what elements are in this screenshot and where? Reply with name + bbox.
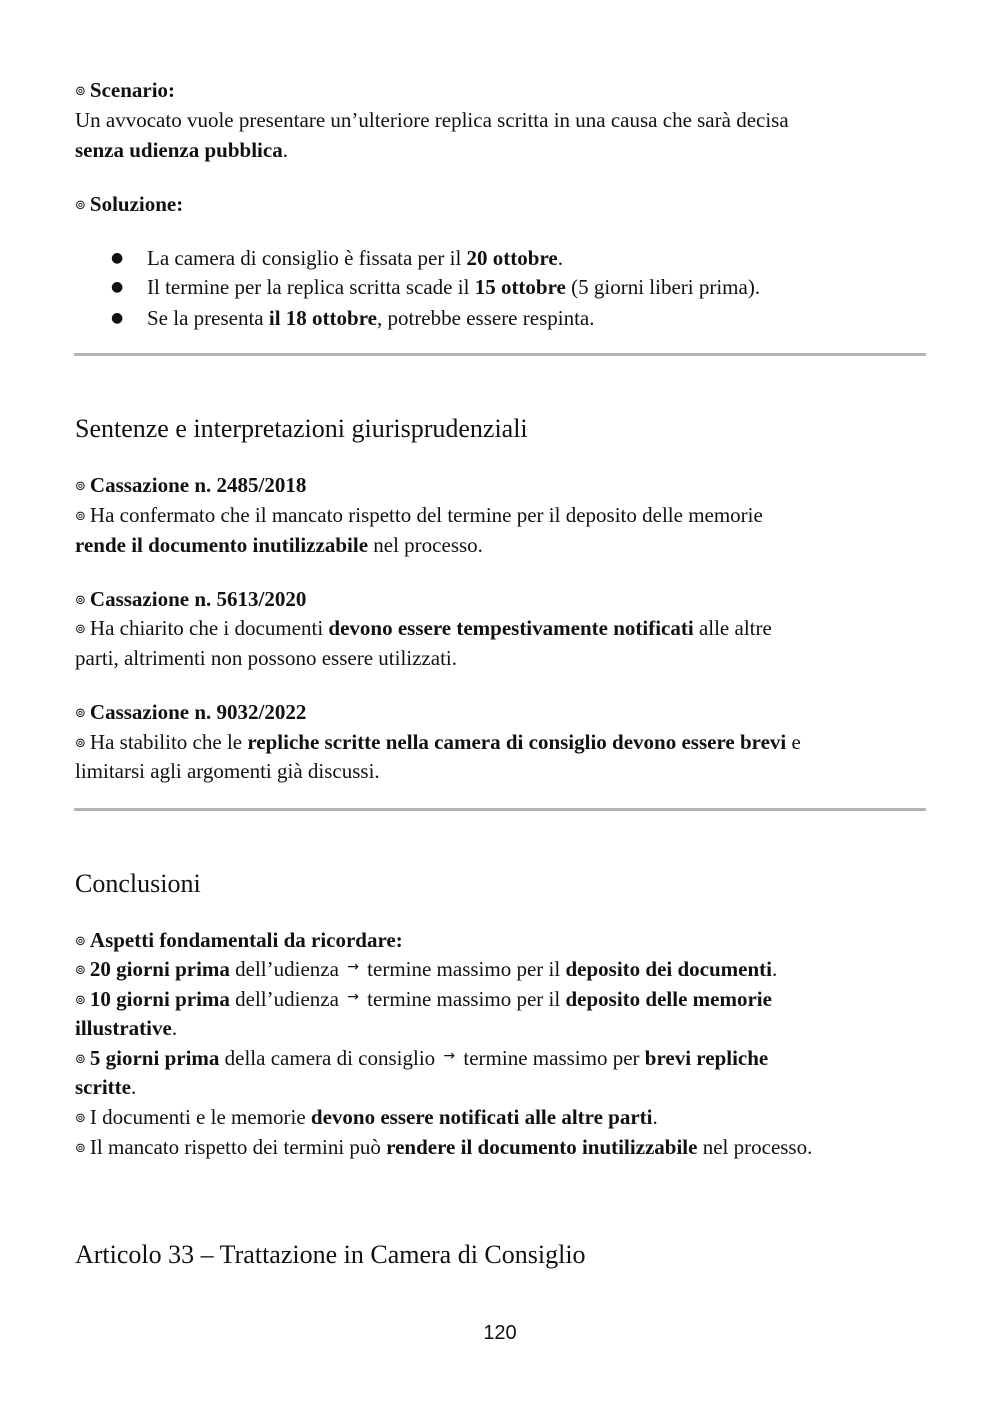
conclusion-point-continued: illustrative. (75, 1016, 178, 1040)
case-text-line-2: parti, altrimenti non possono essere utilizzati. (75, 646, 457, 670)
case-text-line-1: ⊚ Ha confermato che il mancato rispetto del termine per il deposito delle memorie (75, 503, 763, 527)
document-page: ⊚ Scenario: Un avvocato vuole presentare un’ulteriore replica scritta in una causa che sarà decisa senza udienza pubblica. ⊚ Soluzione: ● La camera di consiglio è fissata per il 20 ottobre. ● Il termine per la replica scritta scade il 15 ottobre (5 giorni liberi prima). ● Se la presenta il 18 ottobre, potrebbe essere respinta. Sentenze e interpretazioni giurisprudenziali ⊚ Cassazione n. 2485/2018 ⊚ Ha confermato che il mancato rispetto del termine per il deposito delle memorie rende il documento inutilizzabile nel processo. ⊚ Cassazione n. 5613/2020 ⊚ Ha chiarito che i documenti devono essere tempestivamente notificati alle altre parti, altrimenti non possono essere utilizzati. ⊚ Cassazione n. 9032/2022 ⊚ Ha stabilito che le repliche scritte nella camera di consiglio devono essere brevi e limitarsi agli argomenti già discussi. Conclusioni ⊚ Aspetti fondamentali da ricordare: ⊚ 20 giorni prima dell’udienza → termine massimo per il deposito dei documenti. ⊚ 10 giorni prima dell’udienza → termine massimo per il deposito delle memorie illustrative. ⊚ 5 giorni prima della camera di consiglio → termine massimo per brevi repliche scritte. ⊚ I documenti e le memorie devono essere notificati alle altre parti. ⊚ Il mancato rispetto dei termini può rendere il documento inutilizzabile nel processo. Articolo 33 – Trattazione in Camera di Consiglio 120 (0, 0, 1000, 1420)
circle-bullet-icon: ⊚ (75, 593, 86, 608)
section-divider (74, 353, 926, 356)
bullet-dot-icon: ● (111, 310, 124, 326)
soluzione-label: Soluzione: (89, 192, 184, 216)
circle-bullet-icon: ⊚ (75, 963, 86, 978)
case-title: ⊚ Cassazione n. 9032/2022 (75, 700, 307, 724)
case-title: ⊚ Cassazione n. 2485/2018 (75, 473, 307, 497)
circle-bullet-icon: ⊚ (75, 509, 86, 524)
aspetti-label-line: ⊚ Aspetti fondamentali da ricordare: (75, 928, 403, 952)
conclusion-point: ⊚ I documenti e le memorie devono essere notificati alle altre parti. (75, 1105, 658, 1129)
circle-bullet-icon: ⊚ (75, 622, 86, 637)
arrow-right-icon: → (347, 959, 359, 975)
circle-bullet-icon: ⊚ (75, 198, 86, 213)
circle-bullet-icon: ⊚ (75, 1111, 86, 1126)
circle-bullet-icon: ⊚ (75, 1052, 86, 1067)
conclusioni-heading: Conclusioni (75, 869, 201, 898)
circle-bullet-icon: ⊚ (75, 479, 86, 494)
scenario-text-line-2: senza udienza pubblica. (75, 138, 288, 162)
circle-bullet-icon: ⊚ (75, 706, 86, 721)
conclusion-point: ⊚ Il mancato rispetto dei termini può rendere il documento inutilizzabile nel processo. (75, 1135, 813, 1159)
conclusion-point: ⊚ 5 giorni prima della camera di consiglio → termine massimo per brevi repliche (75, 1046, 769, 1070)
circle-bullet-icon: ⊚ (75, 1141, 86, 1156)
articolo-heading: Articolo 33 – Trattazione in Camera di Consiglio (75, 1240, 586, 1269)
case-title: ⊚ Cassazione n. 5613/2020 (75, 587, 307, 611)
circle-bullet-icon: ⊚ (75, 736, 86, 751)
circle-bullet-icon: ⊚ (75, 84, 86, 99)
case-text-line-1: ⊚ Ha chiarito che i documenti devono essere tempestivamente notificati alle altre (75, 616, 772, 640)
bullet-dot-icon: ● (111, 250, 124, 266)
conclusion-point: ⊚ 10 giorni prima dell’udienza → termine massimo per il deposito delle memorie (75, 987, 772, 1011)
circle-bullet-icon: ⊚ (75, 993, 86, 1008)
page-number: 120 (483, 1322, 517, 1344)
sentenze-heading: Sentenze e interpretazioni giurisprudenziali (75, 414, 528, 443)
soluzione-label-line (75, 189, 935, 223)
case-text-line-1: ⊚ Ha stabilito che le repliche scritte nella camera di consiglio devono essere brevi e (75, 730, 801, 754)
section-divider (74, 808, 926, 811)
bullet-dot-icon: ● (111, 279, 124, 295)
arrow-right-icon: → (347, 989, 359, 1005)
scenario-text-line-1: Un avvocato vuole presentare un’ulteriore replica scritta in una causa che sarà decisa (75, 108, 789, 132)
conclusion-point: ⊚ 20 giorni prima dell’udienza → termine massimo per il deposito dei documenti. (75, 957, 778, 981)
case-text-line-2: limitarsi agli argomenti già discussi. (75, 759, 380, 783)
scenario-label: Scenario: (89, 78, 176, 102)
scenario-label-line (75, 75, 935, 109)
arrow-right-icon: → (443, 1048, 456, 1064)
circle-bullet-icon: ⊚ (75, 934, 86, 949)
conclusion-point-continued: scritte. (75, 1075, 137, 1099)
case-text-line-2: rende il documento inutilizzabile nel processo. (75, 533, 483, 557)
